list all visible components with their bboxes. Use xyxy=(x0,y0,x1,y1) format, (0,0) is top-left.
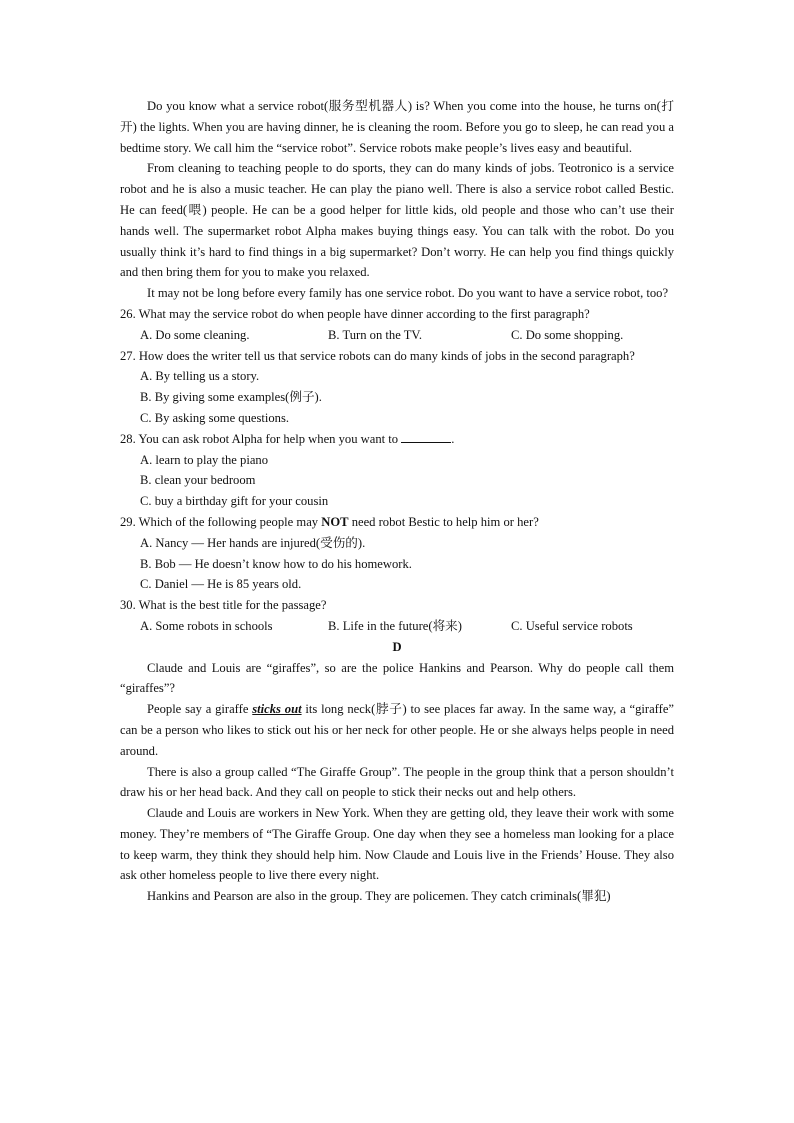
question-26 xyxy=(120,304,674,346)
option-c[interactable]: C. Do some shopping. xyxy=(511,327,624,342)
question-29-stem-line xyxy=(120,512,674,533)
option-b[interactable]: B. Bob — He doesn’t know how to do his homework. xyxy=(140,556,412,571)
question-29 xyxy=(120,512,674,595)
option-b[interactable]: B. clean your bedroom xyxy=(140,473,256,488)
worksheet-page xyxy=(120,96,674,907)
option-b[interactable]: B. Life in the future(将来) xyxy=(328,618,462,633)
question-28-stem-line xyxy=(120,429,674,450)
question-30-options xyxy=(120,616,674,637)
section-d-heading: D xyxy=(392,639,402,654)
question-30 xyxy=(120,595,674,637)
question-29-stem-post: need robot Bestic to help him or her? xyxy=(351,514,539,529)
option-c[interactable]: C. By asking some questions. xyxy=(140,410,290,425)
question-30-stem: 30. What is the best title for the passage? xyxy=(120,598,327,613)
passage-d-paragraph-1: Claude and Louis are “giraffes”, so are the police Hankins and Pearson. Why do people call them “giraffes”? xyxy=(120,660,674,696)
passage-c-paragraph-1: Do you know what a service robot(服务型机器人) is? When you come into the house, he turns on(打开) the lights. When you are having dinner, he is cleaning the room. Before you go to sleep, he can read you a bedtime story. We call him the “service robot”. Service robots make people’s lives easy and beautiful. xyxy=(120,99,674,155)
option-a[interactable]: A. By telling us a story. xyxy=(140,369,260,384)
option-a[interactable]: A. Nancy — Her hands are injured(受伤的). xyxy=(140,535,366,550)
question-26-options xyxy=(120,325,674,346)
option-b[interactable]: B. Turn on the TV. xyxy=(328,327,423,342)
question-27 xyxy=(120,346,674,429)
passage-d-paragraph-5: Hankins and Pearson are also in the group. They are policemen. They catch criminals(罪犯) xyxy=(147,889,611,904)
question-28 xyxy=(120,429,674,512)
passage-c-paragraph-3: It may not be long before every family has one service robot. Do you want to have a service robot, too? xyxy=(147,286,669,301)
option-c[interactable]: C. Daniel — He is 85 years old. xyxy=(140,577,302,592)
question-26-stem: 26. What may the service robot do when people have dinner according to the first paragraph? xyxy=(120,306,590,321)
option-a[interactable]: A. learn to play the piano xyxy=(140,452,268,467)
sticks-out-phrase: sticks out xyxy=(252,702,302,717)
option-a[interactable]: A. Some robots in schools xyxy=(140,618,273,633)
paragraph-2-pre: People say a giraffe xyxy=(147,702,249,717)
question-28-stem: 28. You can ask robot Alpha for help when you want to xyxy=(120,431,399,446)
answer-blank[interactable] xyxy=(401,429,451,443)
option-a[interactable]: A. Do some cleaning. xyxy=(140,327,250,342)
option-b[interactable]: B. By giving some examples(例子). xyxy=(140,390,322,405)
question-29-not: NOT xyxy=(321,514,349,529)
question-29-stem-pre: 29. Which of the following people may xyxy=(120,514,319,529)
paragraph-2-post: its long neck(脖子) to see places far away. In the same way, a “giraffe” can be a person who likes to stick out his or her neck for other people. He or she always helps people in need around. xyxy=(120,702,675,758)
passage-c-paragraph-2: From cleaning to teaching people to do sports, they can do many kinds of jobs. Teotronico is a service robot and he is also a music teacher. He can play the piano well. There is also a service robot called Bestic. He can feed(喂) people. He can be a good helper for little kids, old people and those who can’t use their hands well. The supermarket robot Alpha makes buying things easy. You can talk with the robot. Do you usually think it’s hard to find things in a big supermarket? Don’t worry. He can help you find things quickly and then bring them for you to make you relaxed. xyxy=(120,161,674,280)
passage-d-paragraph-3: There is also a group called “The Giraffe Group”. The people in the group think that a person shouldn’t draw his or her head back. And they call on people to stick their necks out and help others. xyxy=(120,764,674,800)
question-28-end: . xyxy=(451,431,455,446)
passage-d-paragraph-2 xyxy=(120,699,674,761)
option-c[interactable]: C. Useful service robots xyxy=(511,618,633,633)
passage-d-paragraph-4: Claude and Louis are workers in New York. When they are getting old, they leave their work with some money. They’re members of “The Giraffe Group. One day when they see a homeless man looking for a place to keep warm, they think they should help him. Now Claude and Louis live in the Friends’ House. They also ask other homeless people to live there every night. xyxy=(120,806,674,883)
option-c[interactable]: C. buy a birthday gift for your cousin xyxy=(140,494,329,509)
question-27-stem: 27. How does the writer tell us that service robots can do many kinds of jobs in the second paragraph? xyxy=(120,348,635,363)
